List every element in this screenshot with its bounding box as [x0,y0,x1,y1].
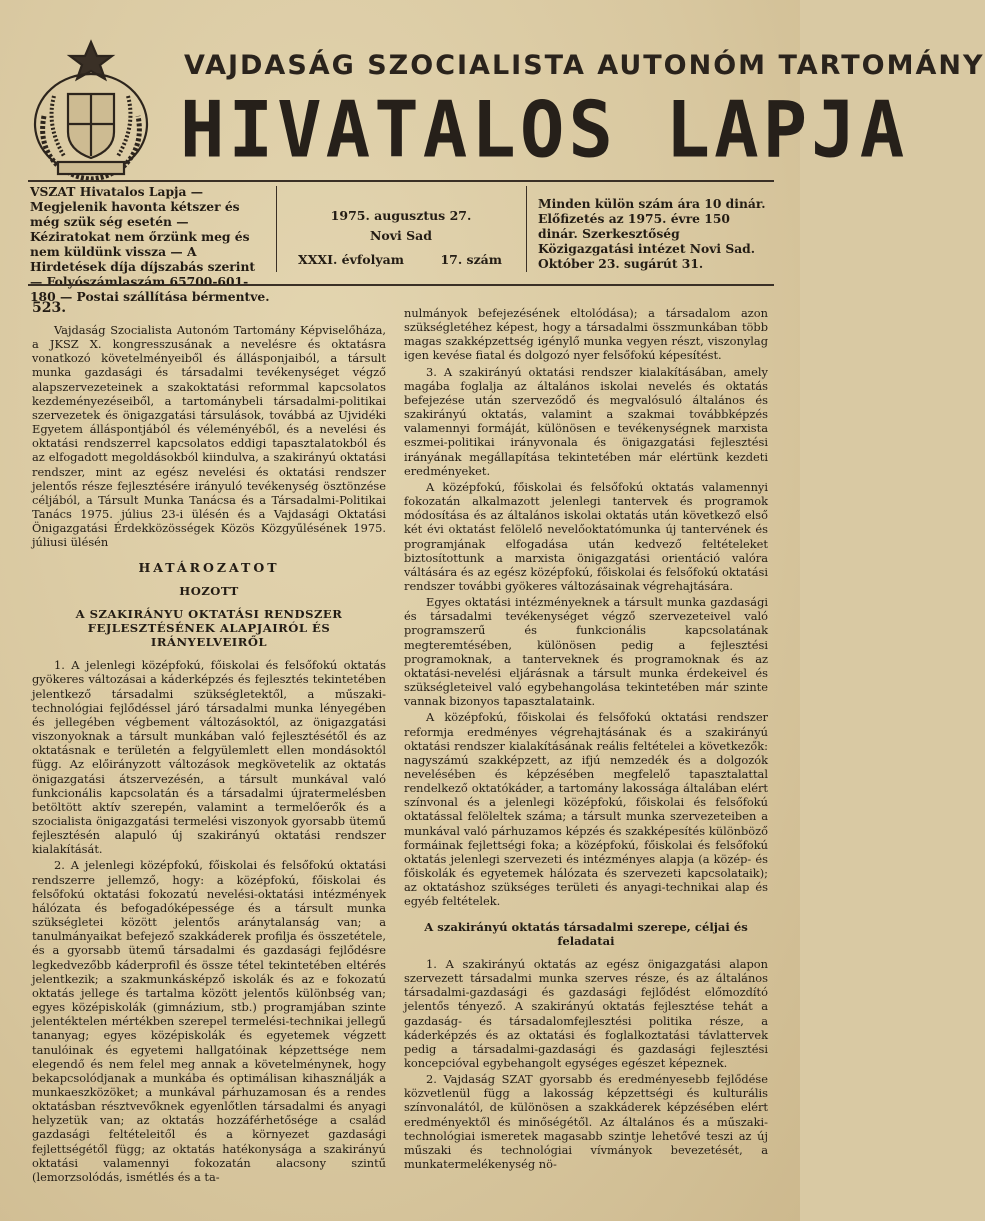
gazette-title: HIVATALOS LAPJA [180,84,909,176]
volume-number: XXXI. évfolyam [298,252,404,267]
header-bottom-rule [28,284,774,286]
paragraph-4: A középfokú, főiskolai és felsőfokú oktatás valamennyi fokozatán alkalmazott jelenlegi tantervek és programok módosítása és az általános iskolai oktatás után következő első két évi oktatást felölelő nevelőoktatómunka új tantervének és programjának elfogadása után kedvező feltételeket biztosítottunk a marxista önigazgatási orientáció valóra váltására és az egész középfokú, főiskolai és felsőfokú oktatási rendszer további gyökeres változásainak végrehajtására. [404,479,768,593]
header-divider-right [526,186,527,272]
paragraph-2-continued: nulmányok befejezésének eltolódása); a társadalom azon szükségletéhez képest, hogy a társadalmi összmunkában több magas szakképzettség igénylő munka vegyen részt, viszonylag igen kevése fiatal és dolgozó nyer felsőfokú képesítést. [404,306,768,363]
issue-date: 1975. augusztus 27. [330,208,472,223]
paragraph-6: A középfokú, főiskolai és felsőfokú oktatási rendszer reformja eredményes végrehajtásának és a szakirányú oktatási rendszer kialakításának reális feltételei a következők: nagyszámú szakképzett, az ifjú nemzedék és a dolgozók nevelésében és képzésében megfelelő tapasztalattal rendelkező oktatókáder, a tartomány lakossága általában elért színvonal és a jelenlegi középfokú, főiskolai és felsőfokú oktatással felöleltek száma; a társult munka szervezeteiben a munkával való párhuzamos képzés és szakképesítés különböző formáinak fejlettségi foka; a középfokú, főiskolai és felsőfokú oktatás jelenlegi szervezeti és intézményes alapja (a közép- és főiskolák és egyetemek hálózata és szervezeti kapcsolataik); az oktatáshoz szükséges területi és anyagi-technikai alap és egyéb feltételek. [404,710,768,909]
paragraph-2: 2. A jelenlegi középfokú, főiskolai és felsőfokú oktatási rendszerre jellemző, hogy: a középfokú, főiskolai és felsőfokú oktatási fokozatú nevelési-oktatási intézmények hálózata és befogadóképessége és a társult munka szükségletei között jelentős aránytalanság van; a tanulmányaikat befejező szakkáderek profilja és összetétele, és a gyorsabb ütemű társadalmi és gazdasági fejlődésre legkedvezőbb káderprofil és össze tétel tekintetében eltérés jelentkezik; a szakmunkásképző iskolák és az e fokozatú oktatás jellege és tartalma között jelentős különbség van; egyes középiskolák (gimnázium, stb.) programjában szinte jelentéktelen mértékben szerepel termelési-technikai jellegű tananyag; egyes középiskolák és egyetemek végzett tanulóinak és egyetemi hallgatóinak képzettsége nem elegendő és nem felel meg annak a követelménynek, hogy bekapcsolódjanak a munkába és optimálisan kihasználják a munkaeszközöket; a munkával párhuzamosan és a rendes oktatásban résztvevőknek egyenlőtlen társadalmi és anyagi helyzetük van; az oktatás hozzáférhetősége a család gazdasági feltételeitől és a környezet gazdasági fejlettségétől függ; az oktatás hatékonysága a szakirányú oktatási valamennyi fokozatán alacsony szintű (lemorzsolódás, ismétlés és a ta- [32,858,386,1184]
heading-subject: A SZAKIRÁNYU OKTATÁSI RENDSZER FEJLESZTÉSÉNEK ALAPJAIRÓL ÉS IRÁNYELVEIRŐL [75,606,343,650]
publication-info: VSZAT Hivatalos Lapja — Megjelenik havonta kétszer és még szük ség esetén — Kéziratokat nem őrzünk meg és nem küldünk vissza — A Hirdetések díja díjszabás szerint — Folyószámlaszám 65700-601-180 — Postai szállítása bérmentve. [30,184,270,304]
province-title: VAJDASÁG SZOCIALISTA AUTONÓM TARTOMÁNY [184,50,985,81]
section-paragraph-1: 1. A szakirányú oktatás az egész önigazgatási alapon szervezett társadalmi munka szerves része, és az általános társadalmi-gazdasági és gazdasági fejlődést előmozdító jelentős tényező. A szakirányú oktatás fejlesztése tehát a gazdaság- és társadalomfejlesztési politika része, a káderképzés és az oktatási és foglalkoztatási távlattervek pedig a társadalmi-gazdasági és gazdasági fejlesztési koncepcióval egybehangolt egységes egészet képeznek. [404,956,768,1070]
right-column [404,306,768,1173]
header-top-rule [28,180,774,182]
subscription-info: Minden külön szám ára 10 dinár. Előfizetés az 1975. évre 150 dinár. Szerkesztőség Közigazgatási intézet Novi Sad. Október 23. sugárút 31. [538,196,766,271]
coat-of-arms-icon [24,36,158,186]
section-paragraph-2: 2. Vajdaság SZAT gyorsabb és eredményesebb fejlődése közvetlenül függ a lakosság képzettségi és kulturális színvonalától, de különösen a szakkáderek képzésében elért eredményektől és minőségétől. Az általános és a műszaki-technológiai ismeretek magasabb szintje lehetővé teszi az új műszaki és technológiai vívmányok bevezetését, a munkatermelékenység nö- [404,1072,768,1172]
heading-decision: HATÁROZATOT [138,559,280,575]
left-column [32,318,386,1186]
paragraph-1: 1. A jelenlegi középfokú, főiskolai és felsőfokú oktatás gyökeres változásai a káderképzés és fejlesztés tekintetében jelentkező társadalmi szükségletektől, a műszaki-technológiai fejlődéssel járó társadalmi munka lényegében és jellegében végbement változásoktól, az önigazgatási viszonyoknak a társult munkában való fejlesztésétől és az oktatásnak e területén a felgyülemlett ellen mondásoktól függ. Az előirányzott változások megkövetelik az oktatás önigazgatási átszervezésén, a társult munkával való funkcionális kapcsolatán és a társadalmi újratermelésben betöltött aktív szerepén, valamint a termelőerők és a szocialista önigazgatási termelési viszonyok gyorsabb ütemű fejlesztésén alapuló új szakirányú oktatási rendszer kialakítását. [32,658,386,857]
preamble: Vajdaság Szocialista Autonóm Tartomány Képviselőháza, a JKSZ X. kongresszusának a nevelésre és oktatásra vonatkozó követelményeiből és állásponjaiból, a társult munka gazdasági és társadalmi tevékenységet végző alapszervezeteinek a szakoktatási reformmal kapcsolatos kezdeményezéseiből, a tartománybeli társadalmi-politikai szervezetek és önigazgatási társulások, továbbá az Ujvidéki Egyetem álláspontjából és véleményéből, és a nevelési és oktatási rendszerrel kapcsolatos eddigi tapasztalatokból és az elfogadott megoldásokból kiindulva, a szakirányú oktatási rendszer, mint az egész nevelési és oktatási rendszer jelentős része fejlesztésére irányuló tevékenység ösztönzése céljából, a Társult Munka Tanácsa és a Társadalmi-Politikai Tanács 1975. július 23-i ülésén és a Vajdasági Oktatási Önigazgatási Érdekközösségek Közös Közgyűlésének 1975. júliusi ülésén [32,323,386,550]
volume-line [286,252,516,267]
issue-place: Novi Sad [370,228,432,243]
paragraph-5: Egyes oktatási intézményeknek a társult munka gazdasági és társadalmi tevékenységet végző szervezeteivel való programszerű és funkcionális kapcsolatának megteremtésében, különösen pedig a fejlesztési programoknak, a tanterveknek és programoknak és az oktatási-nevelési eljárásnak a társult munka érdekeivel és szükségleteivel való egybehangolása tekintetében már szinte vannak bizonyos tapasztalataink. [404,595,768,709]
header-divider-left [276,186,277,272]
section-heading: A szakirányú oktatás társadalmi szerepe, céljai és feladatai [424,919,748,948]
heading-adopted: HOZOTT [179,583,239,598]
document-number: 523. [32,300,67,316]
issue-number: 17. szám [440,252,502,267]
paragraph-3: 3. A szakirányú oktatási rendszer kialakításában, amely magába foglalja az általános iskolai nevelés és oktatás befejezése után szerveződő és megvalósuló általános és szakirányú oktatás, valamint a szakmai továbbképzés valamennyi formáját, különösen e tevékenységnek marxista eszmei-politikai irányvonala és önigazgatási fejlesztési irányának megállapítása tekintetében már elértünk kezdeti eredményeket. [404,364,768,478]
issue-info [286,208,516,267]
